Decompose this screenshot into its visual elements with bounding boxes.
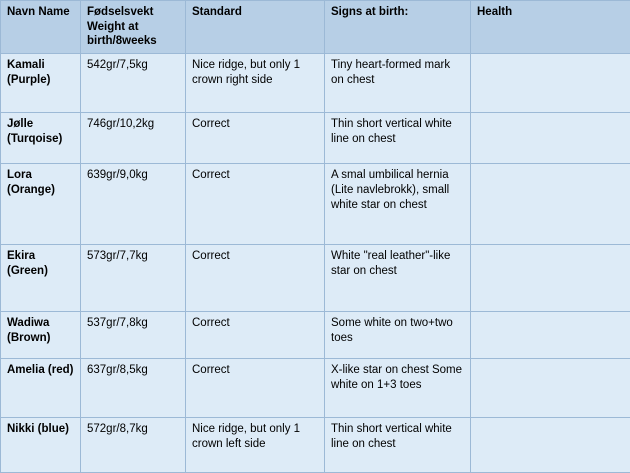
- cell-health: [471, 359, 630, 418]
- cell-signs: White "real leather"-like star on chest: [325, 245, 471, 312]
- cell-weight: 542gr/7,5kg: [81, 54, 186, 113]
- table-header: [1, 1, 630, 54]
- cell-weight: 573gr/7,7kg: [81, 245, 186, 312]
- table-row: [1, 312, 630, 359]
- cell-name: Lora (Orange): [1, 164, 81, 245]
- cell-signs: Thin short vertical white line on chest: [325, 113, 471, 164]
- cell-weight: 639gr/9,0kg: [81, 164, 186, 245]
- cell-health: [471, 418, 630, 473]
- cell-health: [471, 164, 630, 245]
- cell-health: [471, 54, 630, 113]
- table-row: [1, 113, 630, 164]
- cell-weight: 537gr/7,8kg: [81, 312, 186, 359]
- column-header-signs: Signs at birth:: [325, 1, 471, 54]
- cell-weight: 637gr/8,5kg: [81, 359, 186, 418]
- table-row: [1, 164, 630, 245]
- cell-signs: A smal umbilical hernia (Lite navlebrokk), small white star on chest: [325, 164, 471, 245]
- cell-standard: Correct: [186, 312, 325, 359]
- cell-name: Nikki (blue): [1, 418, 81, 473]
- cell-name: Wadiwa (Brown): [1, 312, 81, 359]
- column-header-name: Navn Name: [1, 1, 81, 54]
- table-header-row: [1, 1, 630, 54]
- cell-name: Jølle (Turqoise): [1, 113, 81, 164]
- cell-signs: Some white on two+two toes: [325, 312, 471, 359]
- column-header-standard: Standard: [186, 1, 325, 54]
- table-body: [1, 54, 630, 473]
- cell-name: Ekira (Green): [1, 245, 81, 312]
- cell-signs: Thin short vertical white line on chest: [325, 418, 471, 473]
- cell-weight: 746gr/10,2kg: [81, 113, 186, 164]
- cell-standard: Correct: [186, 245, 325, 312]
- cell-standard: Correct: [186, 164, 325, 245]
- cell-signs: Tiny heart-formed mark on chest: [325, 54, 471, 113]
- cell-standard: Correct: [186, 359, 325, 418]
- cell-name: Amelia (red): [1, 359, 81, 418]
- cell-health: [471, 245, 630, 312]
- table-row: [1, 245, 630, 312]
- cell-health: [471, 312, 630, 359]
- column-header-health: Health: [471, 1, 630, 54]
- column-header-weight: Fødselsvekt Weight at birth/8weeks: [81, 1, 186, 54]
- table-row: [1, 418, 630, 473]
- cell-standard: Nice ridge, but only 1 crown left side: [186, 418, 325, 473]
- cell-name: Kamali (Purple): [1, 54, 81, 113]
- cell-standard: Nice ridge, but only 1 crown right side: [186, 54, 325, 113]
- cell-standard: Correct: [186, 113, 325, 164]
- cell-weight: 572gr/8,7kg: [81, 418, 186, 473]
- table-row: [1, 54, 630, 113]
- table-row: [1, 359, 630, 418]
- cell-health: [471, 113, 630, 164]
- cell-signs: X-like star on chest Some white on 1+3 toes: [325, 359, 471, 418]
